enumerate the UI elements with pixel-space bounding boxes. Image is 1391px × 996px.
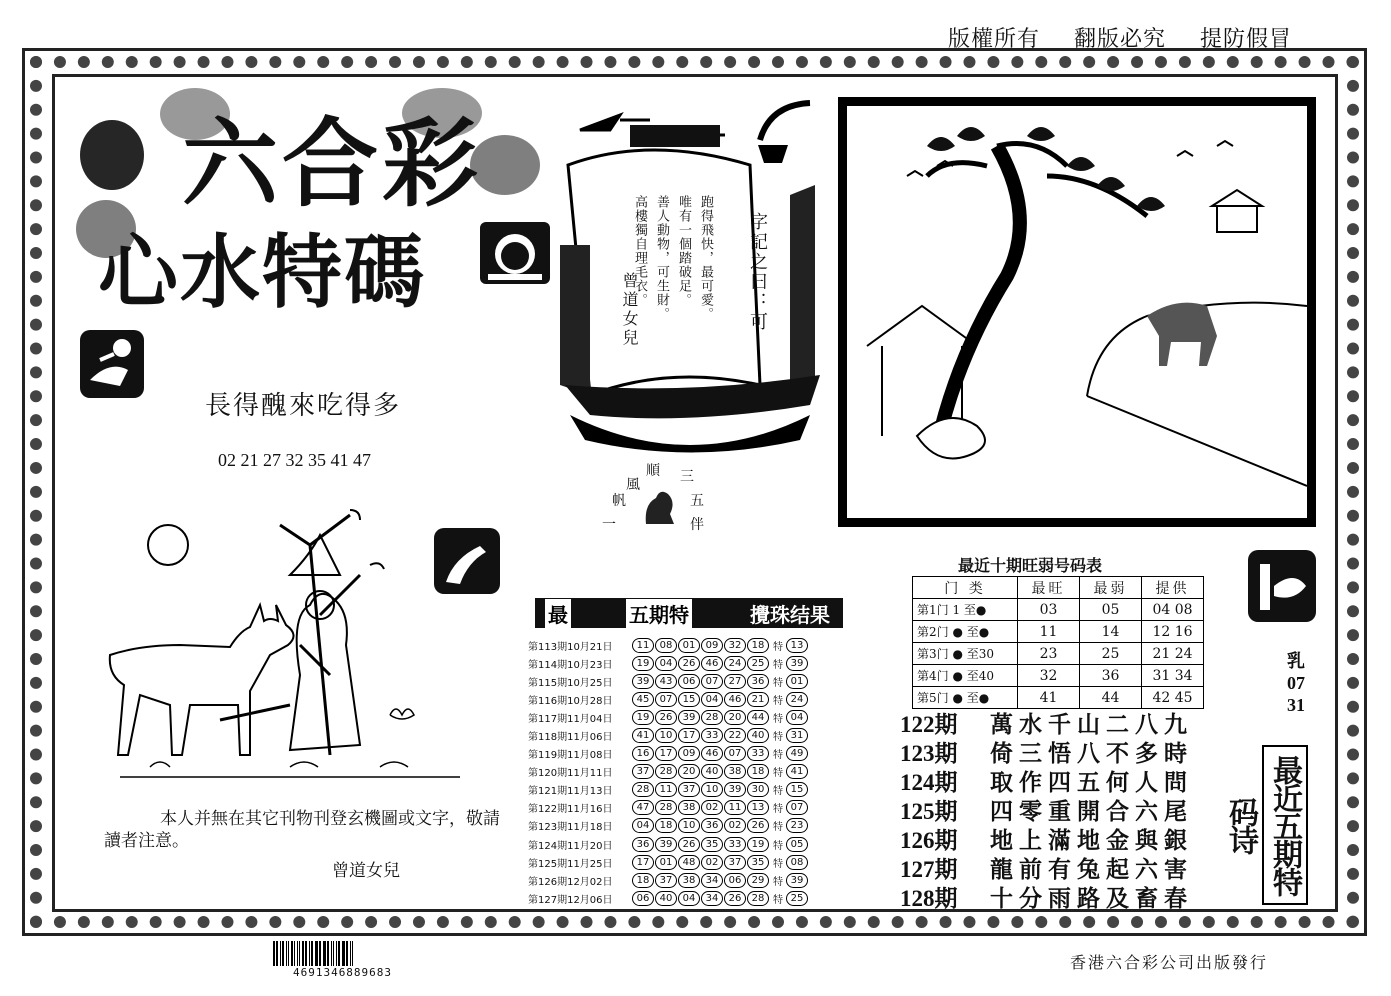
result-row <box>528 871 809 889</box>
ship-head-text: 字記之曰：可 <box>747 212 768 332</box>
result-issue: 第118期11月06日 <box>528 732 613 744</box>
special-ball: 01 <box>786 674 808 689</box>
offer-cell: 21 24 <box>1142 643 1204 665</box>
result-issue: 第120期11月11日 <box>528 768 613 780</box>
poem-issue: 123期 <box>900 741 958 766</box>
poem-text: 十分雨路及畜春 <box>990 885 1193 912</box>
special-ball: 23 <box>786 818 808 833</box>
result-ball: 01 <box>655 855 677 870</box>
result-ball: 38 <box>678 800 700 815</box>
result-ball: 09 <box>678 746 700 761</box>
result-ball: 19 <box>747 837 769 852</box>
result-ball: 36 <box>747 674 769 689</box>
result-issue: 第114期10月23日 <box>528 659 613 671</box>
result-ball: 02 <box>701 800 723 815</box>
result-ball: 19 <box>632 710 654 725</box>
barcode-bar <box>315 941 318 967</box>
result-ball: 35 <box>701 837 723 852</box>
result-ball: 13 <box>747 800 769 815</box>
result-ball: 06 <box>678 674 700 689</box>
result-row <box>528 799 809 817</box>
barcode-bar <box>327 941 329 967</box>
poem-text: 地上滿地金與銀 <box>990 827 1193 854</box>
poem-list <box>900 706 1193 912</box>
result-ball: 17 <box>678 728 700 743</box>
results-title-part: 攪珠结果 <box>750 602 830 627</box>
barcode-bar <box>319 941 321 967</box>
poem-row <box>900 706 1193 738</box>
copyright-text-3: 提防假冒 <box>1200 27 1293 52</box>
result-ball: 46 <box>724 692 746 707</box>
barcode-bar <box>352 941 353 967</box>
special-label: 特 <box>773 858 783 870</box>
result-ball: 48 <box>678 855 700 870</box>
barcode-bar <box>294 941 295 967</box>
result-ball: 41 <box>632 728 654 743</box>
result-ball: 35 <box>747 855 769 870</box>
special-label: 特 <box>773 641 783 653</box>
barcode-bar <box>282 941 284 967</box>
result-ball: 40 <box>655 891 677 906</box>
barcode-number: 4691346889683 <box>271 966 414 979</box>
gate-cell: 第1门 1 至● <box>913 599 1018 621</box>
result-ball: 11 <box>655 782 677 797</box>
special-label: 特 <box>773 894 783 906</box>
table-header: 最旺 <box>1018 577 1080 599</box>
result-ball: 28 <box>632 782 654 797</box>
result-ball: 38 <box>678 873 700 888</box>
offer-cell: 04 08 <box>1142 599 1204 621</box>
copyright-text-2: 翻版必究 <box>1074 27 1167 52</box>
strength-table <box>912 576 1204 709</box>
special-ball: 39 <box>786 873 808 888</box>
special-ball: 24 <box>786 692 808 707</box>
result-ball: 32 <box>724 638 746 653</box>
result-ball: 17 <box>655 746 677 761</box>
barcode-bar <box>297 941 298 967</box>
side-code-line: 07 <box>1287 673 1305 693</box>
special-label: 特 <box>773 695 783 707</box>
strength-table-title: 最近十期旺弱号码表 <box>958 556 1103 575</box>
result-issue: 第115期10月25日 <box>528 677 613 689</box>
triangle-word: 風 <box>626 477 640 493</box>
poem-row <box>900 735 1193 767</box>
poem-text: 萬水千山二八九 <box>990 711 1193 738</box>
triangle-word: 三 <box>680 469 694 485</box>
poem-text: 倚三悟八不多時 <box>990 740 1193 767</box>
result-ball: 19 <box>632 656 654 671</box>
max-cell: 23 <box>1018 643 1080 665</box>
result-ball: 40 <box>701 764 723 779</box>
barcode-bar <box>350 941 351 967</box>
special-label: 特 <box>773 804 783 816</box>
result-ball: 37 <box>632 764 654 779</box>
result-row <box>528 853 809 871</box>
special-ball: 08 <box>786 855 808 870</box>
barcode-bar <box>276 941 278 967</box>
result-ball: 26 <box>678 656 700 671</box>
result-ball: 28 <box>655 800 677 815</box>
result-ball: 36 <box>632 837 654 852</box>
result-issue: 第116期10月28日 <box>528 695 613 707</box>
poem-issue: 126期 <box>900 828 958 853</box>
emblem-icon <box>480 222 550 284</box>
result-row <box>528 690 809 708</box>
result-ball: 07 <box>701 674 723 689</box>
publisher: 香港六合彩公司出版發行 <box>1070 953 1269 972</box>
poem-issue: 124期 <box>900 770 958 795</box>
result-issue: 第125期11月25日 <box>528 858 613 870</box>
special-label: 特 <box>773 822 783 834</box>
result-ball: 04 <box>632 818 654 833</box>
result-ball: 27 <box>724 674 746 689</box>
special-ball: 04 <box>786 710 808 725</box>
gate-cell: 第5门 ● 至● <box>913 687 1018 709</box>
result-ball: 34 <box>701 873 723 888</box>
result-ball: 18 <box>655 818 677 833</box>
result-ball: 11 <box>632 638 654 653</box>
triangle-word: 帆 <box>612 493 626 509</box>
gate-cell: 第3门 ● 至30 <box>913 643 1018 665</box>
results-title <box>535 598 843 628</box>
special-label: 特 <box>773 840 783 852</box>
special-label: 特 <box>773 876 783 888</box>
barcode-bar <box>336 941 337 967</box>
result-issue: 第127期12月06日 <box>528 894 613 906</box>
special-label: 特 <box>773 677 783 689</box>
result-ball: 29 <box>747 873 769 888</box>
result-ball: 21 <box>747 692 769 707</box>
ship-poem <box>632 195 712 321</box>
result-issue: 第122期11月16日 <box>528 804 613 816</box>
special-ball: 07 <box>786 800 808 815</box>
result-row <box>528 726 809 744</box>
table-header: 提供 <box>1142 577 1204 599</box>
author-signature: 曾道女兒 <box>332 861 400 881</box>
special-ball: 39 <box>786 656 808 671</box>
result-ball: 10 <box>678 818 700 833</box>
page-subtitle: 心水特碼 <box>98 226 426 319</box>
result-ball: 07 <box>655 692 677 707</box>
hand-flower-icon <box>80 330 144 398</box>
barcode-bar <box>280 941 281 967</box>
barcode-bar <box>346 941 348 967</box>
title-decoration <box>80 120 144 190</box>
poem-issue: 125期 <box>900 799 958 824</box>
min-cell: 14 <box>1080 621 1142 643</box>
result-ball: 46 <box>701 746 723 761</box>
offer-cell: 12 16 <box>1142 621 1204 643</box>
table-row <box>913 621 1204 643</box>
triangle-word: 順 <box>646 463 660 479</box>
result-ball: 02 <box>724 818 746 833</box>
result-ball: 02 <box>701 855 723 870</box>
result-ball: 38 <box>724 764 746 779</box>
result-issue: 第113期10月21日 <box>528 641 613 653</box>
gate-cell: 第4门 ● 至40 <box>913 665 1018 687</box>
result-ball: 04 <box>701 692 723 707</box>
poem-text: 龍前有兔起六害 <box>990 856 1193 883</box>
result-ball: 33 <box>724 837 746 852</box>
side-title: 最近五期特码诗 <box>1262 745 1308 905</box>
special-ball: 13 <box>786 638 808 653</box>
tiger-icon <box>640 484 680 528</box>
triangle-word: 五 <box>690 493 704 509</box>
result-ball: 25 <box>747 656 769 671</box>
result-ball: 18 <box>632 873 654 888</box>
result-ball: 04 <box>678 891 700 906</box>
result-ball: 33 <box>747 746 769 761</box>
result-ball: 08 <box>655 638 677 653</box>
results-title-part: 最 <box>545 599 571 628</box>
barcode-bar <box>305 941 307 967</box>
table-row <box>913 643 1204 665</box>
result-ball: 07 <box>724 746 746 761</box>
result-row <box>528 745 809 763</box>
table-row <box>913 665 1204 687</box>
side-code <box>1278 650 1314 716</box>
poem-issue: 122期 <box>900 712 958 737</box>
barcode-bar <box>331 941 332 967</box>
special-label: 特 <box>773 732 783 744</box>
barcode-bar <box>302 941 304 967</box>
results-title-part: 五期特 <box>626 599 692 628</box>
poem-text: 四零重開合六尾 <box>990 798 1193 825</box>
result-ball: 06 <box>724 873 746 888</box>
result-row <box>528 654 809 672</box>
result-issue: 第117期11月04日 <box>528 713 613 725</box>
result-ball: 11 <box>724 800 746 815</box>
result-ball: 22 <box>724 728 746 743</box>
landscape-illustration <box>838 97 1316 527</box>
result-ball: 40 <box>747 728 769 743</box>
result-row <box>528 708 809 726</box>
triangle-word: 一 <box>602 517 616 533</box>
result-ball: 15 <box>678 692 700 707</box>
table-header-row <box>913 577 1204 599</box>
table-row <box>913 599 1204 621</box>
special-ball: 25 <box>786 891 808 906</box>
result-issue: 第119期11月08日 <box>528 750 613 762</box>
special-label: 特 <box>773 659 783 671</box>
result-ball: 28 <box>701 710 723 725</box>
special-ball: 31 <box>786 728 808 743</box>
barcode-bar <box>273 941 275 967</box>
result-ball: 39 <box>632 674 654 689</box>
special-ball: 41 <box>786 764 808 779</box>
min-cell: 44 <box>1080 687 1142 709</box>
barcode-bar <box>299 941 300 967</box>
special-ball: 49 <box>786 746 808 761</box>
barcode-bar <box>338 941 340 967</box>
barcode-bar <box>291 941 293 967</box>
result-ball: 37 <box>655 873 677 888</box>
max-cell: 32 <box>1018 665 1080 687</box>
poem-row <box>900 822 1193 854</box>
result-ball: 47 <box>632 800 654 815</box>
poem-issue: 128期 <box>900 886 958 911</box>
copyright-text-1: 版權所有 <box>948 27 1041 52</box>
result-ball: 10 <box>655 728 677 743</box>
result-ball: 17 <box>632 855 654 870</box>
result-row <box>528 672 809 690</box>
poem-row <box>900 764 1193 796</box>
table-header: 门 类 <box>913 577 1018 599</box>
result-ball: 26 <box>678 837 700 852</box>
result-ball: 36 <box>701 818 723 833</box>
result-issue: 第124期11月20日 <box>528 840 613 852</box>
side-code-line: 乳 <box>1287 651 1305 671</box>
recommended-numbers: 02 21 27 32 35 41 47 <box>218 450 371 470</box>
result-ball: 28 <box>747 891 769 906</box>
hand-gesture-icon <box>1248 550 1316 622</box>
barcode-bar <box>342 941 345 967</box>
result-ball: 26 <box>747 818 769 833</box>
results-list <box>528 636 809 907</box>
offer-cell: 31 34 <box>1142 665 1204 687</box>
result-ball: 45 <box>632 692 654 707</box>
result-ball: 04 <box>655 656 677 671</box>
result-ball: 44 <box>747 710 769 725</box>
special-label: 特 <box>773 750 783 762</box>
barcode-bar <box>311 941 313 967</box>
result-ball: 20 <box>678 764 700 779</box>
result-issue: 第123期11月18日 <box>528 822 613 834</box>
result-row <box>528 781 809 799</box>
triangle-word: 伴 <box>690 517 704 533</box>
table-header: 最弱 <box>1080 577 1142 599</box>
result-ball: 26 <box>655 710 677 725</box>
min-cell: 36 <box>1080 665 1142 687</box>
result-ball: 37 <box>678 782 700 797</box>
result-row <box>528 763 809 781</box>
ship-poem-line: 跑得飛快，最可愛。 <box>698 195 713 321</box>
result-ball: 30 <box>747 782 769 797</box>
result-row <box>528 889 809 907</box>
min-cell: 25 <box>1080 643 1142 665</box>
barcode-bar <box>309 941 310 967</box>
ship-poem-line: 唯有一個踏破足。 <box>676 195 691 307</box>
result-ball: 46 <box>701 656 723 671</box>
barcode-bar <box>323 941 326 967</box>
special-label: 特 <box>773 768 783 780</box>
result-ball: 01 <box>678 638 700 653</box>
gate-cell: 第2门 ● 至● <box>913 621 1018 643</box>
poem-row <box>900 793 1193 825</box>
result-ball: 33 <box>701 728 723 743</box>
riddle-phrase: 長得醜來吃得多 <box>205 391 402 421</box>
result-ball: 16 <box>632 746 654 761</box>
result-ball: 39 <box>655 837 677 852</box>
result-row <box>528 636 809 654</box>
poem-row <box>900 880 1193 912</box>
poem-issue: 127期 <box>900 857 958 882</box>
special-ball: 05 <box>786 837 808 852</box>
result-row <box>528 817 809 835</box>
max-cell: 03 <box>1018 599 1080 621</box>
special-label: 特 <box>773 713 783 725</box>
result-ball: 24 <box>724 656 746 671</box>
result-ball: 20 <box>724 710 746 725</box>
result-ball: 28 <box>655 764 677 779</box>
result-ball: 39 <box>678 710 700 725</box>
result-ball: 10 <box>701 782 723 797</box>
result-ball: 26 <box>724 891 746 906</box>
result-ball: 09 <box>701 638 723 653</box>
result-ball: 34 <box>701 891 723 906</box>
result-ball: 43 <box>655 674 677 689</box>
ship-author: 曾道女兒 <box>620 272 639 348</box>
page-title: 六合彩 <box>182 108 482 220</box>
barcode-bar <box>333 941 334 967</box>
result-ball: 18 <box>747 638 769 653</box>
result-issue: 第126期12月02日 <box>528 876 613 888</box>
ship-poem-line: 高樓獨自理毛衣。 <box>632 195 647 307</box>
min-cell: 05 <box>1080 599 1142 621</box>
result-ball: 39 <box>724 782 746 797</box>
special-label: 特 <box>773 786 783 798</box>
goat-man-illustration <box>100 505 520 795</box>
barcode-bar <box>286 941 287 967</box>
special-ball: 15 <box>786 782 808 797</box>
result-ball: 37 <box>724 855 746 870</box>
notice-text: 本人并無在其它刊物刊登玄機圖或文字，敬請讀者注意。 <box>104 809 500 851</box>
poem-text: 取作四五何人問 <box>990 769 1193 796</box>
result-ball: 18 <box>747 764 769 779</box>
max-cell: 11 <box>1018 621 1080 643</box>
barcode-bar <box>288 941 289 967</box>
result-issue: 第121期11月13日 <box>528 786 613 798</box>
result-ball: 06 <box>632 891 654 906</box>
poem-row <box>900 851 1193 883</box>
ship-poem-line: 善人動物，可生財。 <box>654 195 669 321</box>
result-row <box>528 835 809 853</box>
side-code-line: 31 <box>1287 695 1305 715</box>
max-cell: 41 <box>1018 687 1080 709</box>
offer-cell: 42 45 <box>1142 687 1204 709</box>
